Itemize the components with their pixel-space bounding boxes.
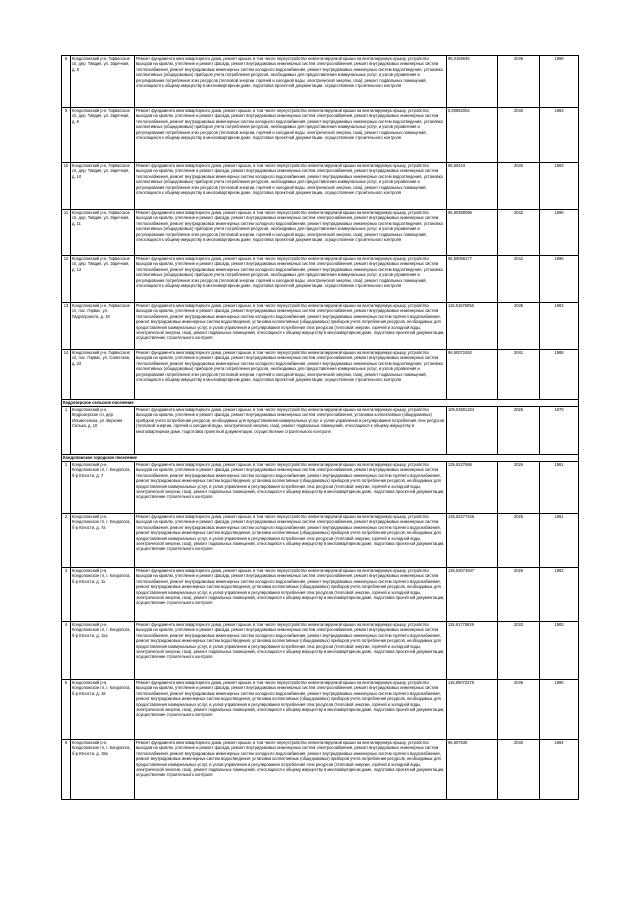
works-cell xyxy=(135,108,447,163)
table-row xyxy=(62,407,579,455)
build-year-cell: 1970 xyxy=(540,407,579,455)
address-cell: Кондопожский р-н, Гирвасское сп, дер. Тивдия, ул. Заречная, д. 12 xyxy=(71,256,135,303)
table-row xyxy=(62,256,579,303)
works-text: Ремонт фундамента многоквартирного дома, ремонт крыши, в том числе переустройство невентилируемой крыши на вентилируемую крышу, устройство выходов на кровлю, утепление и ремонт фасада, ремонт внутридомовых инженерных систем электроснабжения, ремонт внутридомовых инженерных систем теплоснабжения, ремонт внутридомовых инженерных систем холодного водоснабжения, ремонт внутридомовых инженерных систем водоотведения, установка коллективных (общедомовых) приборов учета потребления ресурсов, необходимых для предоставления коммунальных услуг, и узлов управления и регулирования потребления этих ресурсов (тепловой энергии, горячей и холодной воды, электрической энергии, газа), ремонт подвальных помещений, относящихся к общему имуществу в многоквартирном доме, подготовка проектной документации, осуществление строительного контроля xyxy=(136,350,443,383)
address-cell: Кондопожский р-н, Кондопожское гп, г. Кондопога, б-р Юности, д. 18 xyxy=(71,680,135,740)
section-row xyxy=(62,455,579,462)
table-row xyxy=(62,514,579,568)
works-cell xyxy=(135,163,447,210)
planned-year-cell: 2035 xyxy=(498,303,540,350)
table-row xyxy=(62,210,579,256)
cost-cell: 95,0159945 xyxy=(447,56,498,108)
planned-year-cell: 2042 xyxy=(498,256,540,303)
address-cell: Кондопожский р-н, Гирвасское сп, дер. Тивдия, ул. Заречная, д. 11 xyxy=(71,210,135,256)
row-number: 1 xyxy=(62,407,71,455)
row-number: 5 xyxy=(62,680,71,740)
row-number: 4 xyxy=(62,622,71,680)
works-cell xyxy=(135,210,447,256)
works-cell xyxy=(135,350,447,400)
planned-year-cell: 2042 xyxy=(498,210,540,256)
address-cell: Кондопожский р-н, Гирвасское сп, дер. Тивдия, ул. Заречная, д. 10 xyxy=(71,163,135,210)
address-cell: Кондопожский р-н, Кондопожское гп, г. Кондопога, б-р Юности, д. 11а xyxy=(71,622,135,680)
address-cell: Кондопожский р-н, Гирвасское сп, пос. Гирвас, ул. Гидропроекта, д. 19 xyxy=(71,303,135,350)
row-number: 6 xyxy=(62,740,71,800)
works-text: Ремонт фундамента многоквартирного дома, ремонт крыши, в том числе переустройство невентилируемой крыши на вентилируемую крышу, устройство выходов на кровлю, утепление и ремонт фасада, ремонт внутридомовых инженерных систем электроснабжения, ремонт внутридомовых инженерных систем теплоснабжения, ремонт внутридомовых инженерных систем холодного водоснабжения, ремонт внутридомовых инженерных систем горячего водоснабжения, ремонт внутридомовых инженерных систем водоотведения, установка коллективных (общедомовых) приборов учета потребления ресурсов, необходимых для предоставления коммунальных услуг, и узлов управления и регулирования потребления этих ресурсов (тепловой энергии, горячей и холодной воды, электрической энергии, газа), ремонт подвальных помещений, относящихся к общему имуществу в многоквартирном доме, подготовка проектной документации, осуществление строительного контроля xyxy=(136,568,445,606)
cost-cell: 95,80358096 xyxy=(447,210,498,256)
cost-cell: 115,85072378 xyxy=(447,680,498,740)
cost-cell: 135,53074947 xyxy=(447,568,498,622)
table-row xyxy=(62,163,579,210)
table-row xyxy=(62,350,579,400)
build-year-cell: 1983 xyxy=(540,303,579,350)
works-cell xyxy=(135,256,447,303)
works-cell xyxy=(135,407,447,455)
row-number: 11 xyxy=(62,210,71,256)
planned-year-cell: 2041 xyxy=(498,350,540,400)
table-row xyxy=(62,108,579,163)
table-row xyxy=(62,56,579,108)
row-number: 9 xyxy=(62,108,71,163)
table-row xyxy=(62,680,579,740)
build-year-cell: 1982 xyxy=(540,568,579,622)
works-text: Ремонт фундамента многоквартирного дома, ремонт крыши, в том числе переустройство невентилируемой крыши на вентилируемую крышу, устройство выходов на кровлю, утепление и ремонт фасада, ремонт внутридомовых инженерных систем электроснабжения, ремонт внутридомовых инженерных систем теплоснабжения, ремонт внутридомовых инженерных систем холодного водоснабжения, ремонт внутридомовых инженерных систем горячего водоснабжения, ремонт внутридомовых инженерных систем водоотведения, установка коллективных (общедомовых) приборов учета потребления ресурсов, необходимых для предоставления коммунальных услуг, и узлов управления и регулирования потребления этих ресурсов (тепловой энергии, горячей и холодной воды, электрической энергии, газа), ремонт подвальных помещений, относящихся к общему имуществу в многоквартирном доме, подготовка проектной документации, осуществление строительного контроля xyxy=(136,622,445,660)
build-year-cell: 1983 xyxy=(540,622,579,680)
works-cell xyxy=(135,462,447,514)
cost-cell: 5,80862004 xyxy=(447,108,498,163)
capital-repair-table xyxy=(61,55,579,800)
works-text: Ремонт фундамента многоквартирного дома, ремонт крыши, в том числе переустройство невентилируемой крыши на вентилируемую крышу, устройство выходов на кровлю, утепление и ремонт фасада, ремонт внутридомовых инженерных систем электроснабжения, ремонт внутридомовых инженерных систем теплоснабжения, ремонт внутридомовых инженерных систем холодного водоснабжения, ремонт внутридомовых инженерных систем водоотведения, установка коллективных (общедомовых) приборов учета потребления ресурсов, необходимых для предоставления коммунальных услуг, и узлов управления и регулирования потребления этих ресурсов (тепловой энергии, горячей и холодной воды, электрической энергии, газа), ремонт подвальных помещений, относящихся к общему имуществу в многоквартирном доме, подготовка проектной документации, осуществление строительного контроля xyxy=(136,256,443,289)
table-row xyxy=(62,622,579,680)
address-cell: Кондопожский р-н, Кондопожское гп, г. Кондопога, б-р Юности, д. 7а xyxy=(71,514,135,568)
cost-cell: 96,50072482 xyxy=(447,350,498,400)
table-row xyxy=(62,303,579,350)
build-year-cell: 1995 xyxy=(540,256,579,303)
table-row xyxy=(62,462,579,514)
planned-year-cell: 2026 xyxy=(498,514,540,568)
cost-cell: 96,50423 xyxy=(447,163,498,210)
cost-cell: 96,50058177 xyxy=(447,256,498,303)
works-cell xyxy=(135,56,447,108)
address-cell: Кондопожский р-н, Гирвасское сп, дер. Тивдия, ул. Заречная, д. 8 xyxy=(71,56,135,108)
works-text: Ремонт фундамента многоквартирного дома, ремонт крыши, в том числе переустройство невентилируемой крыши на вентилируемую крышу, устройство выходов на кровлю, утепление и ремонт фасада, ремонт внутридомовых инженерных систем электроснабжения, ремонт внутридомовых инженерных систем теплоснабжения, ремонт внутридомовых инженерных систем холодного водоснабжения, ремонт внутридомовых инженерных систем водоотведения, установка коллективных (общедомовых) приборов учета потребления ресурсов, необходимых для предоставления коммунальных услуг, и узлов управления и регулирования потребления этих ресурсов (тепловой энергии, горячей и холодной воды, электрической энергии, газа), ремонт подвальных помещений, относящихся к общему имуществу в многоквартирном доме, подготовка проектной документации, осуществление строительного контроля xyxy=(136,108,443,141)
row-number: 1 xyxy=(62,462,71,514)
cost-cell: 96,507636 xyxy=(447,740,498,800)
section-title: Кедрозерское сельское поселение xyxy=(62,400,579,407)
build-year-cell: 1981 xyxy=(540,462,579,514)
address-cell: Кондопожский р-н, Кедрозерское сп, дер. Ильмеселька, ул. Верхняя Селька, д. 10 xyxy=(71,407,135,455)
cost-cell: 105,53691324 xyxy=(447,407,498,455)
planned-year-cell: 2036 xyxy=(498,56,540,108)
table-row xyxy=(62,568,579,622)
address-cell: Кондопожский р-н, Кондопожское гп, г. Кондопога, б-р Юности, д. 18а xyxy=(71,740,135,800)
planned-year-cell: 2036 xyxy=(498,680,540,740)
address-cell: Кондопожский р-н, Кондопожское гп, г. Кондопога, б-р Юности, д. 11 xyxy=(71,568,135,622)
address-cell: Кондопожский р-н, Кондопожское гп, г. Кондопога, б-р Юности, д. 7 xyxy=(71,462,135,514)
row-number: 2 xyxy=(62,514,71,568)
build-year-cell: 1983 xyxy=(540,108,579,163)
works-text: Ремонт фундамента многоквартирного дома, ремонт крыши, в том числе переустройство невентилируемой крыши на вентилируемую крышу, устройство выходов на кровлю, утепление и ремонт фасада, ремонт внутридомовых инженерных систем электроснабжения, ремонт внутридомовых инженерных систем теплоснабжения, ремонт внутридомовых инженерных систем холодного водоснабжения, ремонт внутридомовых инженерных систем горячего водоснабжения, ремонт внутридомовых инженерных систем водоотведения, установка коллективных (общедомовых) приборов учета потребления ресурсов, необходимых для предоставления коммунальных услуг, и узлов управления и регулирования потребления этих ресурсов (тепловой энергии, горячей и холодной воды, электрической энергии, газа), ремонт подвальных помещений, относящихся к общему имуществу в многоквартирном доме, подготовка проектной документации, осуществление строительного контроля xyxy=(136,680,445,718)
section-row xyxy=(62,400,579,407)
planned-year-cell: 2026 xyxy=(498,568,540,622)
planned-year-cell: 2033 xyxy=(498,622,540,680)
row-number: 14 xyxy=(62,350,71,400)
works-text: Ремонт фундамента многоквартирного дома, ремонт крыши, в том числе переустройство невентилируемой крыши на вентилируемую крышу, устройство выходов на кровлю, утепление и ремонт фасада, ремонт внутридомовых инженерных систем электроснабжения, ремонт внутридомовых инженерных систем теплоснабжения, ремонт внутридомовых инженерных систем холодного водоснабжения, ремонт внутридомовых инженерных систем водоотведения, установка коллективных (общедомовых) приборов учета потребления ресурсов, необходимых для предоставления коммунальных услуг, и узлов управления и регулирования потребления этих ресурсов (тепловой энергии, горячей и холодной воды, электрической энергии, газа), ремонт подвальных помещений, относящихся к общему имуществу в многоквартирном доме, подготовка проектной документации, осуществление строительного контроля xyxy=(136,163,443,196)
table-row xyxy=(62,740,579,800)
section-title: Кондопожское городское поселение xyxy=(62,455,579,462)
row-number: 12 xyxy=(62,256,71,303)
works-text: Ремонт фундамента многоквартирного дома, ремонт крыши, в том числе переустройство невентилируемой крыши на вентилируемую крышу, устройство выходов на кровлю, утепление и ремонт фасада, ремонт внутридомовых инженерных систем электроснабжения, ремонт внутридомовых инженерных систем теплоснабжения, ремонт внутридомовых инженерных систем холодного водоснабжения, ремонт внутридомовых инженерных систем водоотведения, установка коллективных (общедомовых) приборов учета потребления ресурсов, необходимых для предоставления коммунальных услуг, и узлов управления и регулирования потребления этих ресурсов (тепловой энергии, горячей и холодной воды, электрической энергии, газа), ремонт подвальных помещений, относящихся к общему имуществу в многоквартирном доме, подготовка проектной документации, осуществление строительного контроля xyxy=(136,56,443,89)
works-cell xyxy=(135,680,447,740)
build-year-cell: 1988 xyxy=(540,56,579,108)
planned-year-cell: 2040 xyxy=(498,740,540,800)
build-year-cell: 1994 xyxy=(540,740,579,800)
build-year-cell: 1986 xyxy=(540,680,579,740)
works-text: Ремонт фундамента многоквартирного дома, ремонт крыши, в том числе переустройство невентилируемой крыши на вентилируемую крышу, устройство выходов на кровлю, утепление и ремонт фасада, ремонт внутридомовых инженерных систем электроснабжения, ремонт внутридомовых инженерных систем теплоснабжения, ремонт внутридомовых инженерных систем холодного водоснабжения, ремонт внутридомовых инженерных систем горячего водоснабжения, ремонт внутридомовых инженерных систем водоотведения, установка коллективных (общедомовых) приборов учета потребления ресурсов, необходимых для предоставления коммунальных услуг, и узлов управления и регулирования потребления этих ресурсов (тепловой энергии, горячей и холодной воды, электрической энергии, газа), ремонт подвальных помещений, относящихся к общему имуществу в многоквартирном доме, подготовка проектной документации, осуществление строительного контроля xyxy=(136,514,445,552)
cost-cell: 115,91775929 xyxy=(447,622,498,680)
row-number: 8 xyxy=(62,56,71,108)
table-body xyxy=(62,56,579,800)
row-number: 10 xyxy=(62,163,71,210)
works-text: Ремонт фундамента многоквартирного дома, ремонт крыши, в том числе переустройство невентилируемой крыши на вентилируемую крышу, устройство выходов на кровлю, утепление и ремонт фасада, ремонт внутридомовых инженерных систем электроснабжения, ремонт внутридомовых инженерных систем теплоснабжения, ремонт внутридомовых инженерных систем холодного водоснабжения, ремонт внутридомовых инженерных систем горячего водоснабжения, ремонт внутридомовых инженерных систем водоотведения, установка коллективных (общедомовых) приборов учета потребления ресурсов, необходимых для предоставления коммунальных услуг, и узлов управления и регулирования потребления этих ресурсов (тепловой энергии, горячей и холодной воды, электрической энергии, газа), ремонт подвальных помещений, относящихся к общему имуществу в многоквартирном доме, подготовка проектной документации, осуществление строительного контроля xyxy=(136,462,445,500)
build-year-cell: 1988 xyxy=(540,350,579,400)
works-text: Ремонт фундамента многоквартирного дома, ремонт крыши, в том числе переустройство невентилируемой крыши на вентилируемую крышу, устройство выходов на кровлю, утепление и ремонт фасада, ремонт внутридомовых инженерных систем электроснабжения, установка коллективных (общедомовых) приборов учета потребления ресурсов, необходимых для предоставления коммунальных услуг, и узлов управления и регулирования потребления этих ресурсов (тепловой энергии, горячей и холодной воды, электрической энергии, газа), ремонт подвальных помещений, относящихся к общему имуществу в многоквартирном доме, подготовка проектной документации, осуществление строительного контроля xyxy=(136,407,445,434)
works-cell xyxy=(135,514,447,568)
works-text: Ремонт фундамента многоквартирного дома, ремонт крыши, в том числе переустройство невентилируемой крыши на вентилируемую крышу, устройство выходов на кровлю, утепление и ремонт фасада, ремонт внутридомовых инженерных систем электроснабжения, ремонт внутридомовых инженерных систем теплоснабжения, ремонт внутридомовых инженерных систем холодного водоснабжения, ремонт внутридомовых инженерных систем горячего водоснабжения, ремонт внутридомовых инженерных систем водоотведения, установка коллективных (общедомовых) приборов учета потребления ресурсов, необходимых для предоставления коммунальных услуг, и узлов управления и регулирования потребления этих ресурсов (тепловой энергии, горячей и холодной воды, электрической энергии, газа), ремонт подвальных помещений, относящихся к общему имуществу в многоквартирном доме, подготовка проектной документации, осуществление строительного контроля xyxy=(136,303,445,341)
works-cell xyxy=(135,568,447,622)
build-year-cell: 1981 xyxy=(540,514,579,568)
works-cell xyxy=(135,622,447,680)
planned-year-cell: 2040 xyxy=(498,108,540,163)
works-cell xyxy=(135,303,447,350)
works-cell xyxy=(135,740,447,800)
cost-cell: 115,91575056 xyxy=(447,303,498,350)
works-text: Ремонт фундамента многоквартирного дома, ремонт крыши, в том числе переустройство невентилируемой крыши на вентилируемую крышу, устройство выходов на кровлю, утепление и ремонт фасада, ремонт внутридомовых инженерных систем электроснабжения, ремонт внутридомовых инженерных систем теплоснабжения, ремонт внутридомовых инженерных систем холодного водоснабжения, ремонт внутридомовых инженерных систем горячего водоснабжения, ремонт внутридомовых инженерных систем водоотведения, установка коллективных (общедомовых) приборов учета потребления ресурсов, необходимых для предоставления коммунальных услуг, и узлов управления и регулирования потребления этих ресурсов (тепловой энергии, горячей и холодной воды, электрической энергии, газа), ремонт подвальных помещений, относящихся к общему имуществу в многоквартирном доме, подготовка проектной документации, осуществление строительного контроля xyxy=(136,740,445,778)
planned-year-cell: 2040 xyxy=(498,163,540,210)
address-cell: Кондопожский р-н, Гирвасское сп, пос. Гирвас, ул. Советская, д. 22 xyxy=(71,350,135,400)
address-cell: Кондопожский р-н, Гирвасское сп, дер. Тивдия, ул. Заречная, д. 9 xyxy=(71,108,135,163)
cost-cell: 135,52277426 xyxy=(447,514,498,568)
build-year-cell: 1993 xyxy=(540,163,579,210)
row-number: 3 xyxy=(62,568,71,622)
planned-year-cell: 2026 xyxy=(498,407,540,455)
planned-year-cell: 2026 xyxy=(498,462,540,514)
cost-cell: 135,5227686 xyxy=(447,462,498,514)
build-year-cell: 1995 xyxy=(540,210,579,256)
row-number: 13 xyxy=(62,303,71,350)
register-sheet xyxy=(61,55,578,800)
works-text: Ремонт фундамента многоквартирного дома, ремонт крыши, в том числе переустройство невентилируемой крыши на вентилируемую крышу, устройство выходов на кровлю, утепление и ремонт фасада, ремонт внутридомовых инженерных систем электроснабжения, ремонт внутридомовых инженерных систем теплоснабжения, ремонт внутридомовых инженерных систем холодного водоснабжения, ремонт внутридомовых инженерных систем водоотведения, установка коллективных (общедомовых) приборов учета потребления ресурсов, необходимых для предоставления коммунальных услуг, и узлов управления и регулирования потребления этих ресурсов (тепловой энергии, горячей и холодной воды, электрической энергии, газа), ремонт подвальных помещений, относящихся к общему имуществу в многоквартирном доме, подготовка проектной документации, осуществление строительного контроля xyxy=(136,210,443,243)
